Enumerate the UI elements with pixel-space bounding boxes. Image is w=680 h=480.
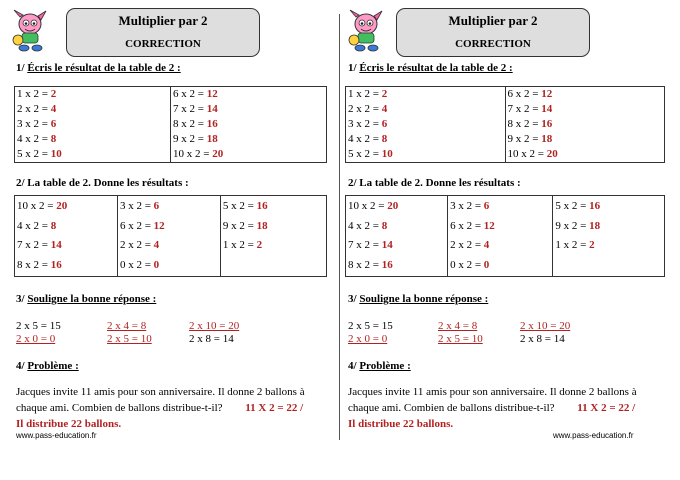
title-box [66,8,260,57]
choice: 2 x 5 = 15 [348,320,393,332]
table-row: 10 x 2 = 20 [507,148,558,160]
section1-title: Écris le résultat de la table de 2 : [27,62,181,74]
table-row: 9 x 2 = 18 [555,219,601,232]
table-row: 5 x 2 = 16 [222,200,268,212]
problem-text [348,384,658,432]
problem-statement: Jacques invite 11 amis pour son anniversaire. Il donne 2 ballons à chaque ami. Combien de ballons distribue-t-il? [16,386,305,414]
table-column [15,196,118,277]
problem-text [16,384,326,432]
table-row: 9 x 2 = 18 [222,219,268,232]
table-section2 [345,195,665,277]
section1-heading [348,62,513,74]
page-title: Multiplier par 2 [448,13,538,28]
section3-number: 3/ [348,293,357,305]
table-row: 6 x 2 = 12 [507,88,553,100]
table-row: 5 x 2 = 10 [17,148,62,160]
section3-heading [348,293,488,305]
table-row: 4 x 2 = 8 [17,219,57,232]
table-row: 8 x 2 = 16 [17,258,62,271]
table-row: 8 x 2 = 16 [348,258,393,271]
section1-title: Écris le résultat de la table de 2 : [359,62,513,74]
problem-conclusion: Il distribue 22 ballons. [16,418,122,430]
table-row: 3 x 2 = 6 [119,200,160,212]
section2-heading: 2/ La table de 2. Donne les résultats : [16,177,189,189]
table-column [117,196,220,277]
table-row: 6 x 2 = 12 [173,88,218,100]
table-row: 1 x 2 = 2 [17,88,57,100]
choice: 2 x 5 = 15 [16,320,61,332]
section4-title: Problème : [359,360,411,372]
table-column [346,196,448,277]
choice-correct: 2 x 5 = 10 [107,333,152,345]
table-row: 7 x 2 = 14 [17,239,62,251]
table-row: 8 x 2 = 16 [173,118,218,130]
table-column [553,196,665,277]
table-row: 10 x 2 = 20 [173,148,224,160]
table-column [448,196,553,277]
table-row: 1 x 2 = 2 [222,239,263,251]
choice-correct: 2 x 0 = 0 [16,333,56,345]
section1-heading [16,62,181,74]
choice: 2 x 8 = 14 [520,333,565,345]
table-column [346,87,506,163]
table-row: 0 x 2 = 0 [119,258,160,271]
table-row: 4 x 2 = 8 [348,219,388,232]
section3-title: Souligne la bonne réponse : [359,293,489,305]
table-row: 3 x 2 = 6 [450,200,490,212]
table-column [505,87,665,163]
problem-conclusion: Il distribue 22 ballons. [348,418,454,430]
table-row: 2 x 2 = 4 [119,239,160,251]
table-section1 [14,86,327,163]
choice-correct: 2 x 10 = 20 [520,320,571,332]
section4-heading [16,360,79,372]
mascot-icon [10,8,50,52]
mascot-icon [346,8,386,52]
table-row: 10 x 2 = 20 [17,200,68,212]
table-row: 8 x 2 = 16 [507,118,553,130]
choice-correct: 2 x 10 = 20 [189,320,240,332]
section4-number: 4/ [16,360,25,372]
table-column [15,87,171,163]
table-row: 1 x 2 = 2 [348,88,388,100]
table-row: 7 x 2 = 14 [348,239,393,251]
table-row: 3 x 2 = 6 [348,118,388,130]
choice-correct: 2 x 4 = 8 [107,320,147,332]
table-row: 9 x 2 = 18 [173,133,218,145]
table-row: 0 x 2 = 0 [450,258,490,271]
table-row: 4 x 2 = 8 [348,133,388,145]
choice-correct: 2 x 5 = 10 [438,333,483,345]
choice-correct: 2 x 4 = 8 [438,320,478,332]
choice-correct: 2 x 0 = 0 [348,333,388,345]
section3-title: Souligne la bonne réponse : [27,293,157,305]
section4-heading [348,360,411,372]
table-row: 2 x 2 = 4 [17,103,57,115]
problem-statement: Jacques invite 11 amis pour son anniversaire. Il donne 2 ballons à chaque ami. Combien de ballons distribue-t-il? [348,386,637,414]
title-box [396,8,590,57]
table-row: 6 x 2 = 12 [450,219,495,232]
section4-number: 4/ [348,360,357,372]
section1-number: 1/ [348,62,357,74]
table-row: 2 x 2 = 4 [348,103,388,115]
table-row: 1 x 2 = 2 [555,239,595,251]
problem-answer: 11 X 2 = 22 / [577,402,636,414]
worksheet-right [340,0,680,480]
section1-number: 1/ [16,62,25,74]
table-section2 [14,195,327,277]
table-row: 9 x 2 = 18 [507,133,553,145]
page-subtitle: CORRECTION [455,38,531,50]
table-row: 4 x 2 = 8 [17,133,57,145]
footer-url: www.pass-education.fr [553,431,634,440]
section2-heading: 2/ La table de 2. Donne les résultats : [348,177,521,189]
table-row: 5 x 2 = 10 [348,148,393,160]
table-row: 2 x 2 = 4 [450,239,490,251]
table-row: 7 x 2 = 14 [173,103,218,115]
table-row: 6 x 2 = 12 [119,219,165,232]
page-title: Multiplier par 2 [118,13,208,28]
table-section1 [345,86,665,163]
problem-answer: 11 X 2 = 22 / [245,402,304,414]
table-column [171,87,327,163]
footer-url: www.pass-education.fr [16,431,97,440]
page-subtitle: CORRECTION [125,38,201,50]
table-row: 7 x 2 = 14 [507,103,553,115]
table-row: 3 x 2 = 6 [17,118,57,130]
section3-number: 3/ [16,293,25,305]
section4-title: Problème : [27,360,79,372]
table-row: 5 x 2 = 16 [555,200,601,212]
choice: 2 x 8 = 14 [189,333,234,345]
section3-heading [16,293,156,305]
table-row: 10 x 2 = 20 [348,200,399,212]
table-column [220,196,326,277]
